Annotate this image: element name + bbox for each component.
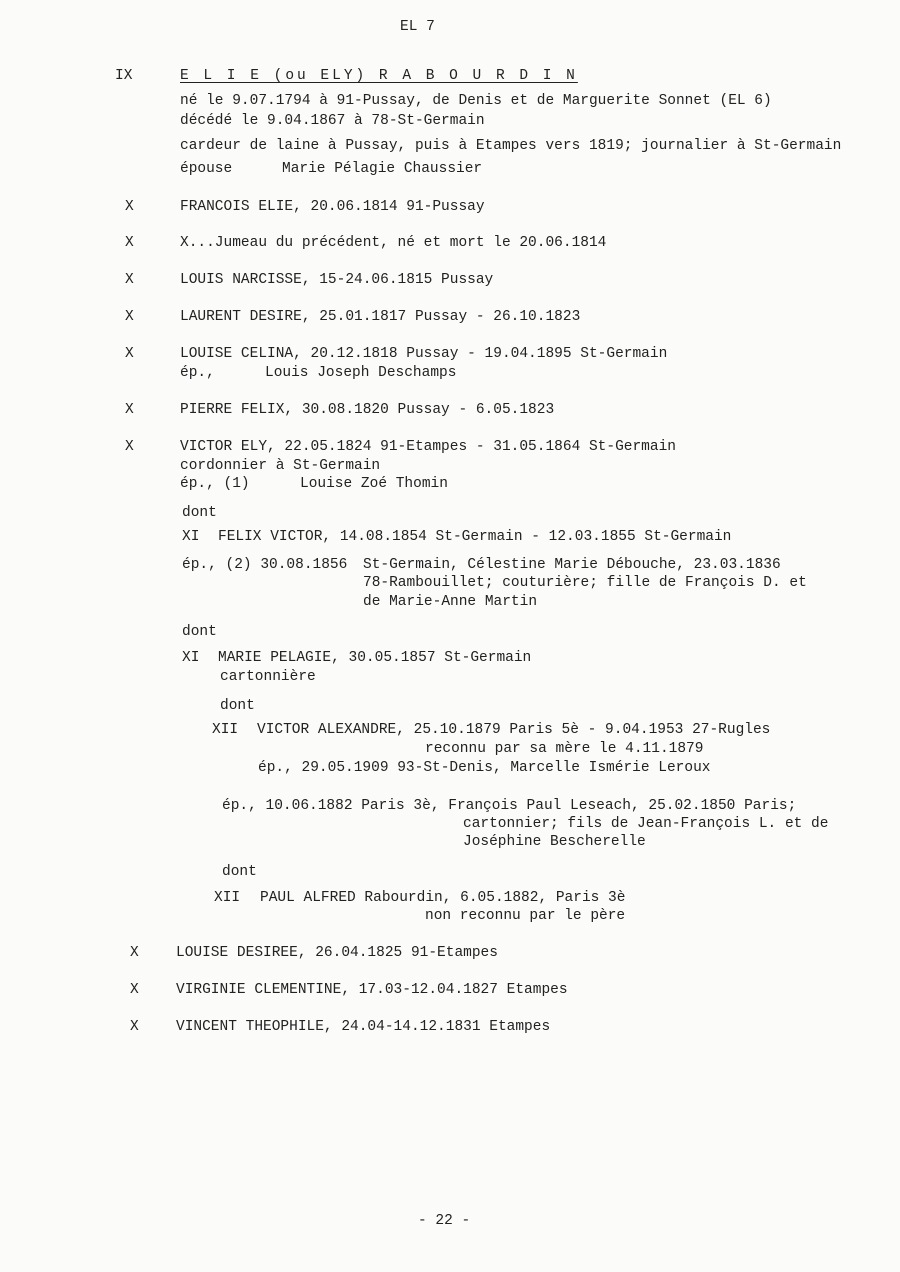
great-grandchild-note: reconnu par sa mère le 4.11.1879 bbox=[425, 741, 704, 757]
birth-line: né le 9.07.1794 à 91-Pussay, de Denis et de Marguerite Sonnet (EL 6) bbox=[180, 93, 772, 109]
child-gen: X bbox=[125, 439, 134, 455]
dont-label: dont bbox=[222, 864, 257, 880]
child-entry: LOUISE DESIREE, 26.04.1825 91-Etampes bbox=[176, 945, 498, 961]
child-entry: VINCENT THEOPHILE, 24.04-14.12.1831 Etampes bbox=[176, 1019, 551, 1035]
great-grandchild-entry: PAUL ALFRED Rabourdin, 6.05.1882, Paris 3è bbox=[260, 890, 626, 906]
great-grandchild-gen: XII bbox=[212, 722, 239, 738]
child-gen: X bbox=[125, 346, 134, 362]
child-entry: LOUIS NARCISSE, 15-24.06.1815 Pussay bbox=[180, 272, 494, 288]
child-gen: X bbox=[125, 235, 134, 251]
child-entry: PIERRE FELIX, 30.08.1820 Pussay - 6.05.1823 bbox=[180, 402, 555, 418]
child-entry: LAURENT DESIRE, 25.01.1817 Pussay - 26.10.1823 bbox=[180, 309, 581, 325]
marie-pelagie-marriage: ép., 10.06.1882 Paris 3è, François Paul Leseach, 25.02.1850 Paris; bbox=[222, 798, 797, 814]
great-grandchild-gen: XII bbox=[214, 890, 241, 906]
marie-pelagie-marriage-line: Joséphine Bescherelle bbox=[463, 834, 646, 850]
dont-label: dont bbox=[182, 505, 217, 521]
grandchild-gen: XI bbox=[182, 650, 200, 666]
page-number: - 22 - bbox=[418, 1213, 471, 1229]
child-gen: X bbox=[130, 1019, 139, 1035]
child-spouse: Louis Joseph Deschamps bbox=[265, 365, 457, 381]
second-marriage-line: de Marie-Anne Martin bbox=[363, 594, 538, 610]
grandchild-gen: XI bbox=[182, 529, 200, 545]
spouse-label: épouse bbox=[180, 161, 233, 177]
marie-pelagie-marriage-line: cartonnier; fils de Jean-François L. et de bbox=[463, 816, 829, 832]
second-marriage-label: ép., (2) 30.08.1856 bbox=[182, 557, 348, 573]
great-grandchild-marriage: ép., 29.05.1909 93-St-Denis, Marcelle Ismérie Leroux bbox=[258, 760, 711, 776]
death-line: décédé le 9.04.1867 à 78-St-Germain bbox=[180, 113, 485, 129]
child-spouse-label: ép., (1) bbox=[180, 476, 250, 492]
main-person-name: E L I E (ou ELY) R A B O U R D I N bbox=[180, 68, 578, 84]
generation-marker: IX bbox=[115, 68, 133, 84]
dont-label: dont bbox=[182, 624, 217, 640]
child-spouse: Louise Zoé Thomin bbox=[300, 476, 448, 492]
grandchild-entry: MARIE PELAGIE, 30.05.1857 St-Germain bbox=[218, 650, 532, 666]
child-gen: X bbox=[125, 272, 134, 288]
child-occupation: cordonnier à St-Germain bbox=[180, 458, 381, 474]
child-entry: X...Jumeau du précédent, né et mort le 20.06.1814 bbox=[180, 235, 607, 251]
grandchild-entry: FELIX VICTOR, 14.08.1854 St-Germain - 12.03.1855 St-Germain bbox=[218, 529, 732, 545]
second-marriage-line: St-Germain, Célestine Marie Débouche, 23.03.1836 bbox=[363, 557, 781, 573]
child-gen: X bbox=[130, 945, 139, 961]
occupation-line: cardeur de laine à Pussay, puis à Etampes vers 1819; journalier à St-Germain bbox=[180, 138, 842, 154]
child-gen: X bbox=[125, 402, 134, 418]
second-marriage-line: 78-Rambouillet; couturière; fille de François D. et bbox=[363, 575, 807, 591]
child-entry: VIRGINIE CLEMENTINE, 17.03-12.04.1827 Etampes bbox=[176, 982, 568, 998]
page-header: EL 7 bbox=[400, 19, 435, 35]
dont-label: dont bbox=[220, 698, 255, 714]
child-entry: VICTOR ELY, 22.05.1824 91-Etampes - 31.05.1864 St-Germain bbox=[180, 439, 676, 455]
child-gen: X bbox=[130, 982, 139, 998]
child-entry: FRANCOIS ELIE, 20.06.1814 91-Pussay bbox=[180, 199, 485, 215]
grandchild-occupation: cartonnière bbox=[220, 669, 316, 685]
great-grandchild-note: non reconnu par le père bbox=[425, 908, 626, 924]
child-spouse-label: ép., bbox=[180, 365, 215, 381]
child-gen: X bbox=[125, 309, 134, 325]
child-entry: LOUISE CELINA, 20.12.1818 Pussay - 19.04.1895 St-Germain bbox=[180, 346, 668, 362]
great-grandchild-entry: VICTOR ALEXANDRE, 25.10.1879 Paris 5è - 9.04.1953 27-Rugles bbox=[257, 722, 771, 738]
child-gen: X bbox=[125, 199, 134, 215]
spouse-name: Marie Pélagie Chaussier bbox=[282, 161, 483, 177]
